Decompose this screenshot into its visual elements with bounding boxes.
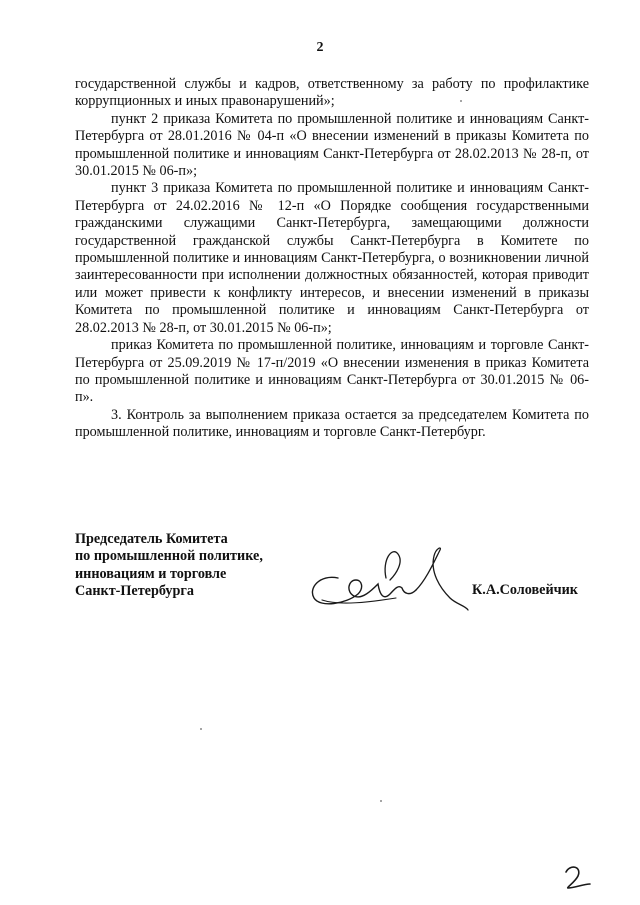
signatory-title-line: Председатель Комитета <box>75 531 228 547</box>
signatory-title-line: по промышленной политике, <box>75 548 263 565</box>
scan-speck <box>380 800 382 802</box>
signer-name: К.А.Соловейчик <box>472 582 578 598</box>
paragraph-5: 3. Контроль за выполнением приказа остается за председателем Комитета по промышленной политике, инновациям и торговле Санкт-Петербург. <box>75 406 589 441</box>
paragraph-3: пункт 3 приказа Комитета по промышленной политике и инновациям Санкт-Петербурга от 24.02.2016 № 12-п «О Порядке сообщения государственными гражданскими служащими Санкт-Петербурга, замещающими должности государственной гражданской службы Санкт-Петербурга в Комитете по промышленной политике и инновациям Санкт-Петербурга, о возникновении личной заинтересованности при исполнении должностных обязанностей, которая приводит или может привести к конфликту интересов, и внесении изменений в приказы Комитета по промышленной политике и инновациям Санкт-Петербурга от 28.02.2013 № 28-п, от 30.01.2015 № 06-п»; <box>75 180 589 336</box>
scan-speck <box>200 728 202 730</box>
paragraph-4: приказ Комитета по промышленной политике, инновациям и торговле Санкт-Петербурга от 25.09.2019 № 17-п/2019 «О внесении изменения в приказ Комитета по промышленной политике и инновациям Санкт-Петербурга от 30.01.2015 № 06-п». <box>75 337 589 406</box>
document-body <box>75 76 589 442</box>
paragraph-1: государственной службы и кадров, ответственному за работу по профилактике коррупционных и иных правонарушений»; <box>75 76 589 110</box>
paragraph-2: пункт 2 приказа Комитета по промышленной политике и инновациям Санкт-Петербурга от 28.01.2016 № 04-п «О внесении изменений в приказы Комитета по промышленной политике и инновациям Санкт-Петербурга от 28.02.2013 № 28-п, от 30.01.2015 № 06-п»; <box>75 110 589 180</box>
signatory-title-line: Санкт-Петербурга <box>75 583 194 600</box>
handwritten-page-mark <box>560 862 600 892</box>
page-number: 2 <box>316 40 324 55</box>
scan-speck <box>460 100 462 102</box>
signatory-title-line: инновациям и торговле <box>75 565 227 582</box>
handwritten-signature <box>300 540 470 620</box>
signatory-title <box>75 531 263 601</box>
